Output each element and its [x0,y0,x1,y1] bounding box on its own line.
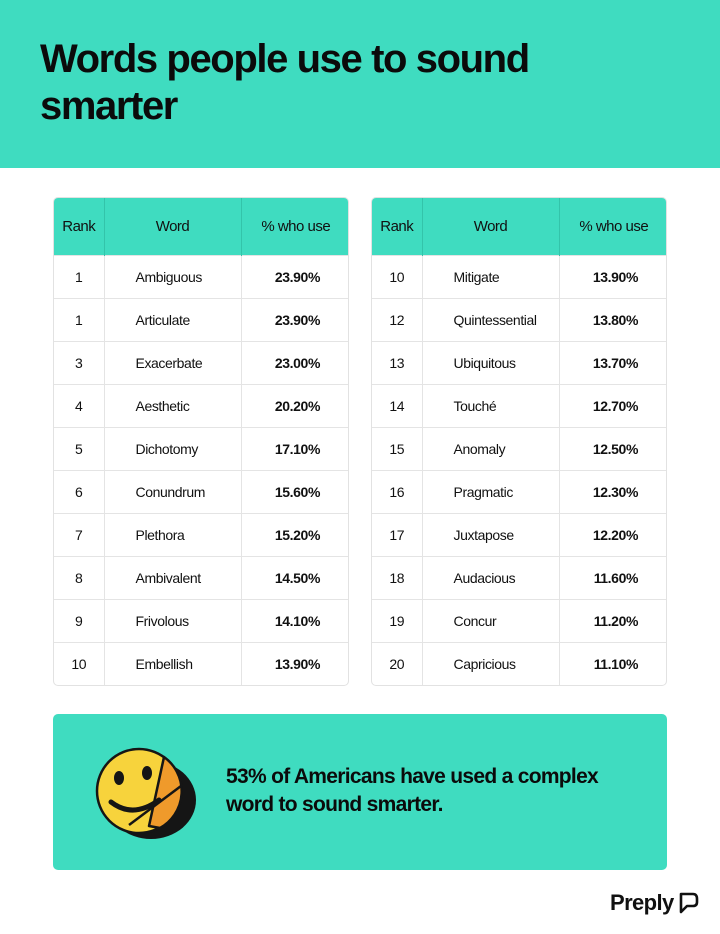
table-row [372,384,667,427]
table-row [372,556,667,599]
pct-cell: 13.80% [559,298,667,341]
table-row [54,384,349,427]
ranking-table-right [371,197,667,686]
table-row [372,341,667,384]
brand-name: Preply [610,890,674,915]
rank-cell: 19 [372,599,422,642]
rank-cell: 5 [54,427,104,470]
pct-cell: 14.10% [241,599,349,642]
column-header-rank: Rank [54,198,104,255]
pct-cell: 13.70% [559,341,667,384]
rank-cell: 10 [54,642,104,685]
pct-cell: 12.30% [559,470,667,513]
table-header-row [372,198,667,255]
rank-cell: 7 [54,513,104,556]
table-row [54,642,349,685]
word-cell: Pragmatic [422,470,559,513]
rank-cell: 13 [372,341,422,384]
rank-cell: 14 [372,384,422,427]
brand-logo [610,889,699,917]
pct-cell: 14.50% [241,556,349,599]
word-cell: Plethora [104,513,241,556]
table-row [372,298,667,341]
column-header-pct: % who use [559,198,667,255]
pct-cell: 11.20% [559,599,667,642]
word-cell: Juxtapose [422,513,559,556]
word-cell: Ubiquitous [422,341,559,384]
pct-cell: 12.70% [559,384,667,427]
table-row [54,427,349,470]
table-header-row [54,198,349,255]
table-row [54,341,349,384]
rank-cell: 16 [372,470,422,513]
rank-cell: 17 [372,513,422,556]
ranking-table [54,198,349,685]
rank-cell: 3 [54,341,104,384]
callout-text: 53% of Americans have used a complex word to sound smarter. [226,765,599,816]
pct-cell: 20.20% [241,384,349,427]
pct-cell: 11.60% [559,556,667,599]
word-cell: Ambiguous [104,255,241,298]
table-row [54,556,349,599]
rank-cell: 9 [54,599,104,642]
word-cell: Conundrum [104,470,241,513]
word-cell: Articulate [104,298,241,341]
table-row [54,255,349,298]
pct-cell: 12.20% [559,513,667,556]
table-row [54,599,349,642]
ranking-table [372,198,667,685]
rank-cell: 15 [372,427,422,470]
rank-cell: 4 [54,384,104,427]
word-cell: Capricious [422,642,559,685]
table-row [372,513,667,556]
word-cell: Anomaly [422,427,559,470]
rank-cell: 10 [372,255,422,298]
word-cell: Aesthetic [104,384,241,427]
rank-cell: 18 [372,556,422,599]
rank-cell: 12 [372,298,422,341]
word-cell: Audacious [422,556,559,599]
ranking-table-left [53,197,349,686]
word-cell: Ambivalent [104,556,241,599]
rank-cell: 6 [54,470,104,513]
word-cell: Frivolous [104,599,241,642]
word-cell: Touché [422,384,559,427]
word-cell: Exacerbate [104,341,241,384]
table-row [54,513,349,556]
header-banner [0,0,720,168]
table-row [372,427,667,470]
column-header-rank: Rank [372,198,422,255]
smiley-face-icon [93,746,198,841]
pct-cell: 12.50% [559,427,667,470]
table-row [54,298,349,341]
rank-cell: 20 [372,642,422,685]
pct-cell: 13.90% [559,255,667,298]
pct-cell: 23.90% [241,255,349,298]
pct-cell: 15.20% [241,513,349,556]
table-row [54,470,349,513]
rank-cell: 8 [54,556,104,599]
rank-cell: 1 [54,255,104,298]
rank-cell: 1 [54,298,104,341]
column-header-word: Word [104,198,241,255]
pct-cell: 23.90% [241,298,349,341]
table-row [372,642,667,685]
preply-logo-icon [677,891,699,915]
table-row [372,255,667,298]
table-row [372,599,667,642]
word-cell: Dichotomy [104,427,241,470]
pct-cell: 23.00% [241,341,349,384]
word-cell: Quintessential [422,298,559,341]
word-cell: Embellish [104,642,241,685]
pct-cell: 13.90% [241,642,349,685]
pct-cell: 11.10% [559,642,667,685]
word-cell: Concur [422,599,559,642]
callout-banner [53,714,667,870]
pct-cell: 15.60% [241,470,349,513]
column-header-pct: % who use [241,198,349,255]
pct-cell: 17.10% [241,427,349,470]
table-row [372,470,667,513]
word-cell: Mitigate [422,255,559,298]
page-title: Words people use to sound smarter [40,37,529,128]
column-header-word: Word [422,198,559,255]
